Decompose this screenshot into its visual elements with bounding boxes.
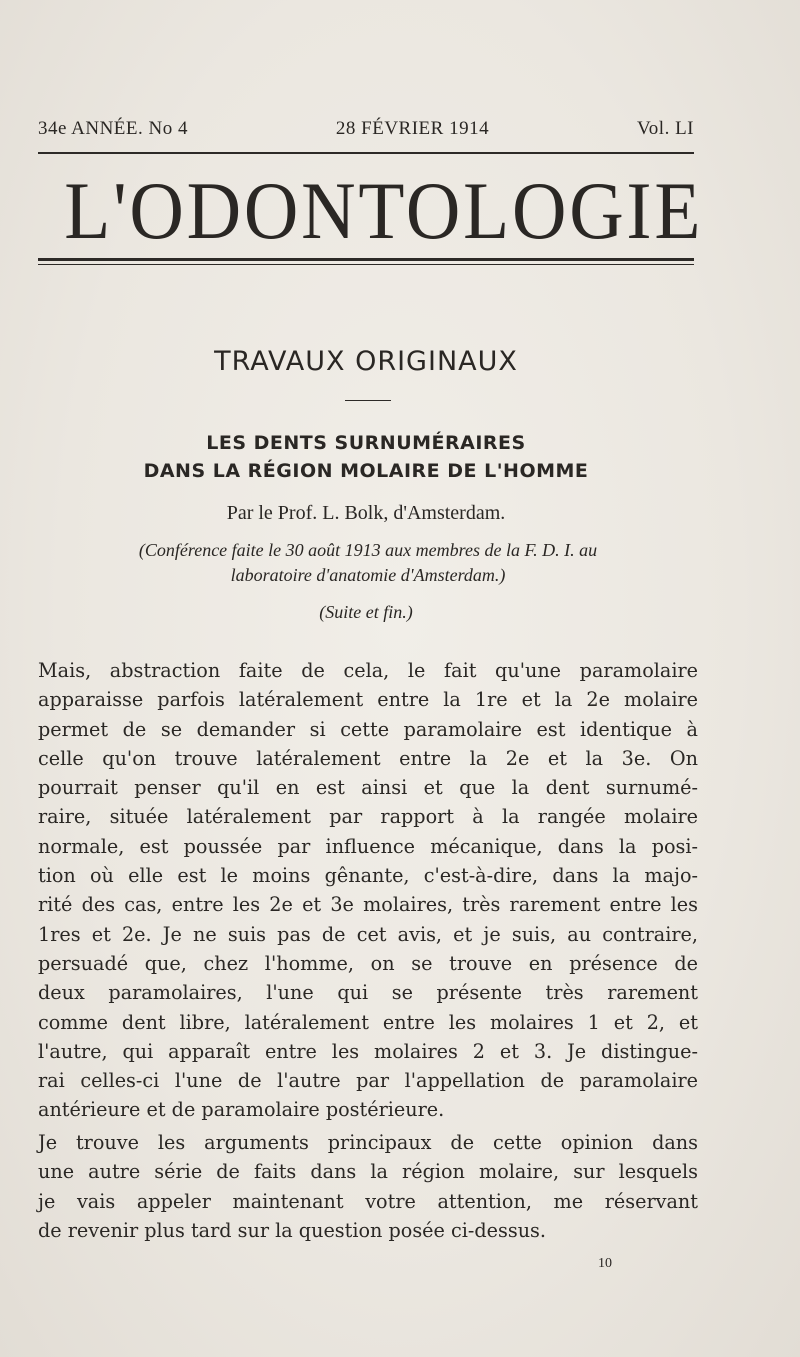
section-divider (345, 400, 391, 401)
conference-note-line1: (Conférence faite le 30 août 1913 aux membres de la F. D. I. au (138, 540, 598, 560)
paragraph-1 (38, 656, 698, 1125)
article-title-line2: DANS LA RÉGION MOLAIRE DE L'HOMME (143, 460, 589, 482)
masthead-rule-thick (38, 258, 694, 261)
header-rule (38, 152, 694, 154)
text-line: tion où elle est le moins gênante, c'est-à-dire, dans la majo- (38, 864, 698, 888)
continuation-note: (Suite et fin.) (319, 602, 413, 622)
text-line: de revenir plus tard sur la question posée ci-dessus. (38, 1218, 546, 1242)
text-line: normale, est poussée par influence mécanique, dans la posi- (38, 834, 698, 858)
text-line: deux paramolaires, l'une qui se présente très rarement (38, 981, 698, 1005)
conference-note-line2: laboratoire d'anatomie d'Amsterdam.) (230, 565, 506, 585)
text-line: 1res et 2e. Je ne suis pas de cet avis, et je suis, au contraire, (38, 922, 698, 946)
volume-number: Vol. LI (637, 118, 694, 139)
text-line: je vais appeler maintenant votre attention, me réservant (38, 1189, 698, 1213)
text-line: pourrait penser qu'il en est ainsi et que la dent surnumé- (38, 776, 698, 800)
text-line: celle qu'on trouve latéralement entre la 2e et la 3e. On (38, 746, 698, 770)
text-line: l'autre, qui apparaît entre les molaires 2 et 3. Je distingue- (38, 1039, 698, 1063)
issue-number: 34e ANNÉE. No 4 (38, 118, 188, 139)
conference-note (38, 538, 698, 588)
text-line: permet de se demander si cette paramolaire est identique à (38, 717, 698, 741)
section-heading: TRAVAUX ORIGINAUX (214, 346, 518, 377)
text-line: persuadé que, chez l'homme, on se trouve en présence de (38, 951, 698, 975)
article-title-line1: LES DENTS SURNUMÉRAIRES (206, 432, 526, 454)
article-byline: Par le Prof. L. Bolk, d'Amsterdam. (226, 502, 506, 524)
page-number: 10 (598, 1256, 612, 1271)
text-line: Je trouve les arguments principaux de cette opinion dans (38, 1131, 698, 1154)
text-line: Mais, abstraction faite de cela, le fait qu'une paramolaire (38, 659, 698, 682)
text-line: raire, située latéralement par rapport à la rangée molaire (38, 805, 698, 829)
text-line: apparaisse parfois latéralement entre la 1re et la 2e molaire (38, 688, 698, 712)
running-header (38, 118, 694, 140)
journal-masthead: L'ODONTOLOGIE (64, 165, 704, 256)
masthead-rule-thin (38, 264, 694, 265)
paragraph-2 (38, 1128, 698, 1245)
issue-date: 28 FÉVRIER 1914 (335, 118, 490, 139)
text-line: comme dent libre, latéralement entre les molaires 1 et 2, et (38, 1010, 698, 1034)
text-line: antérieure et de paramolaire postérieure. (38, 1098, 445, 1122)
text-line: une autre série de faits dans la région molaire, sur lesquels (38, 1160, 698, 1184)
text-line: rité des cas, entre les 2e et 3e molaires, très rarement entre les (38, 893, 698, 917)
text-line: rai celles-ci l'une de l'autre par l'appellation de paramolaire (38, 1069, 698, 1093)
